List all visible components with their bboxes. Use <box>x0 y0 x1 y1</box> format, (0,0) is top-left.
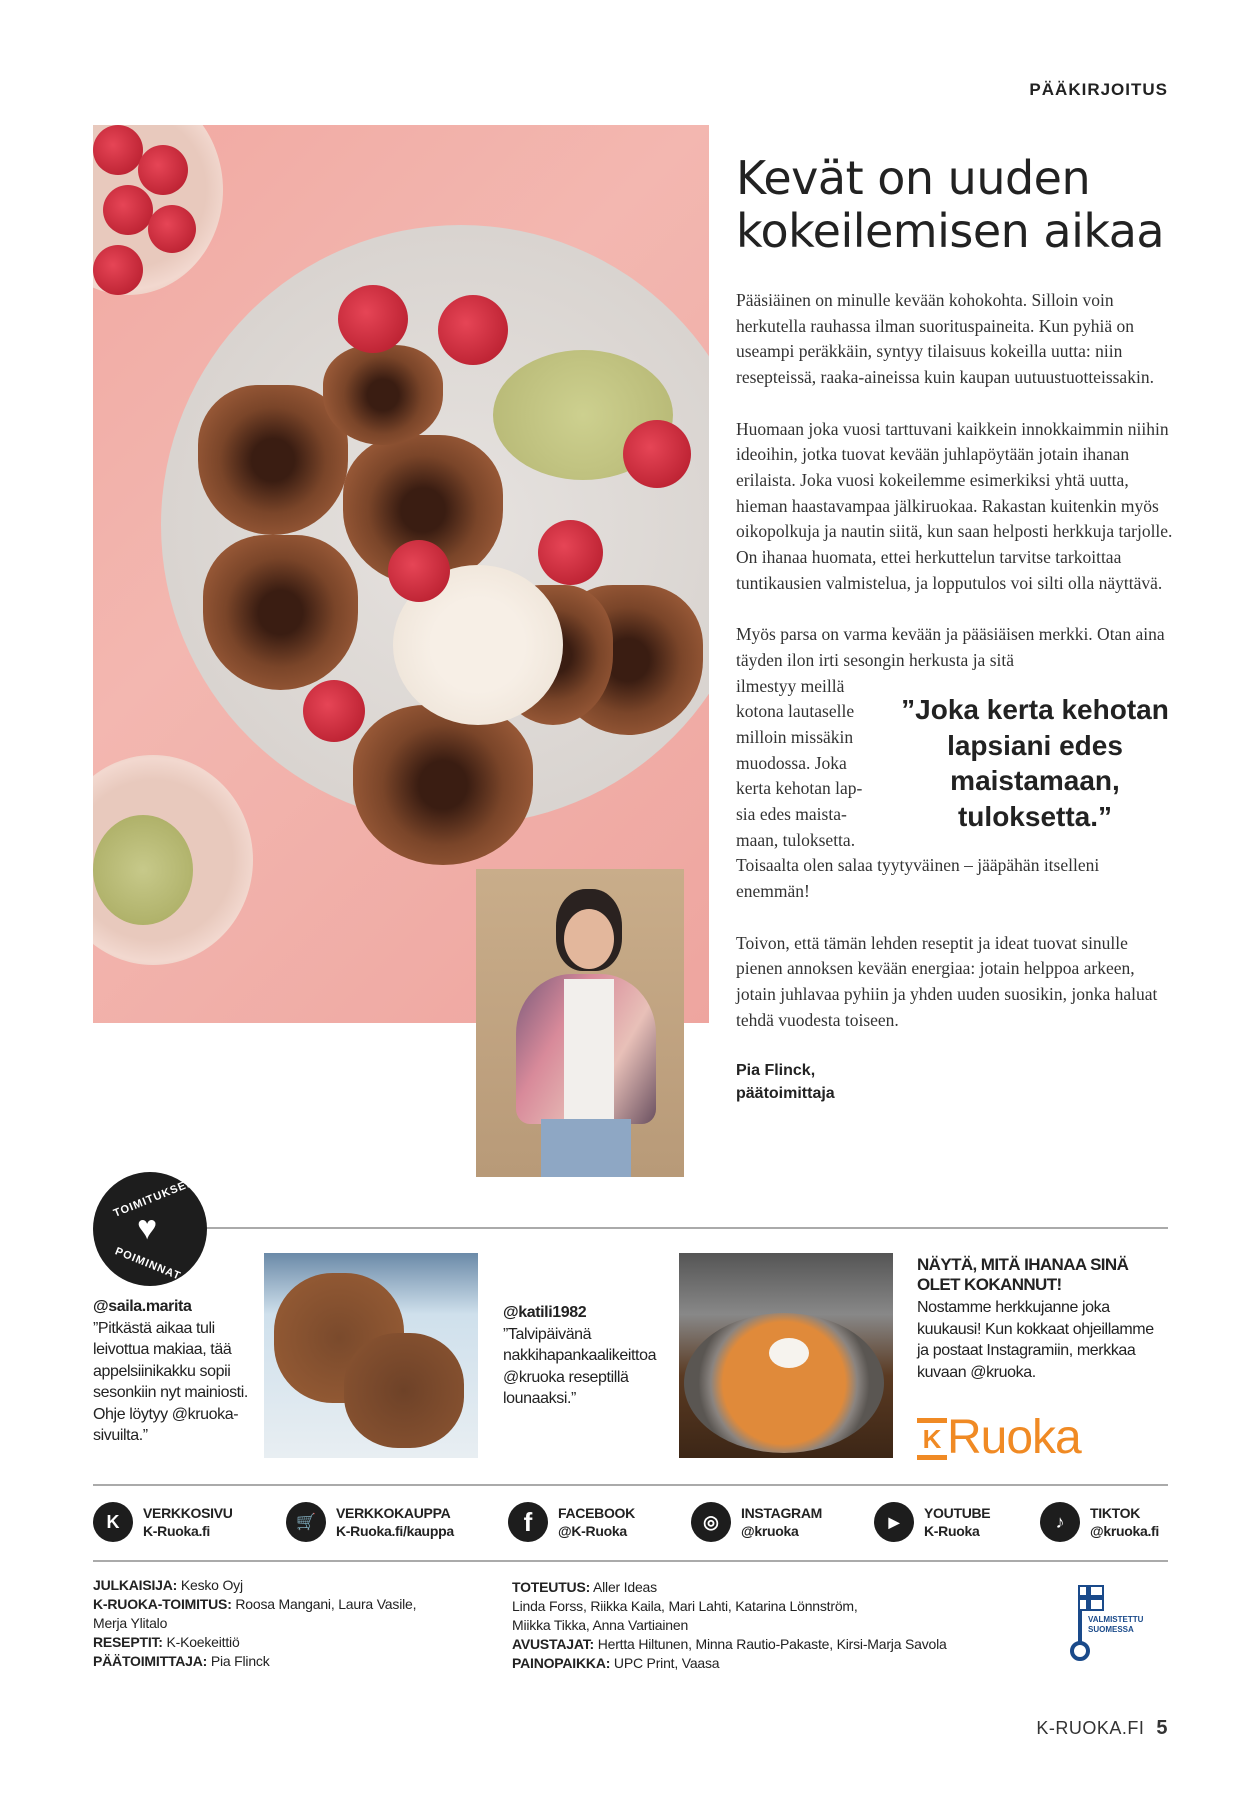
page-footer <box>1036 1717 1168 1740</box>
paragraph: Toisaalta olen salaa tyytyväinen – jääpähän itselleni enemmän! <box>736 855 1100 902</box>
narrow-line: muodossa. Joka <box>736 752 847 773</box>
cta-text: Nostamme herkkujanne joka kuukausi! Kun kokkaat ohjeillamme ja postaat Instagramiin, merkkaa kuvaan @kruoka. <box>917 1299 1154 1381</box>
signature-role: päätoimittaja <box>736 1085 835 1103</box>
youtube-icon: ▶ <box>874 1502 914 1542</box>
instagram-icon: ◎ <box>691 1502 731 1542</box>
social-label: VERKKOKAUPPA <box>336 1505 451 1521</box>
section-label: PÄÄKIRJOITUS <box>1029 80 1168 99</box>
raspberry <box>103 185 153 235</box>
credit-key: K-RUOKA-TOIMITUS: <box>93 1596 232 1612</box>
narrow-line: maan, tuloksetta. <box>736 829 856 850</box>
cta-title: NÄYTÄ, MITÄ IHANAA SINÄ OLET KOKANNUT! <box>917 1255 1129 1294</box>
raspberry <box>148 205 196 253</box>
social-value[interactable]: K-Ruoka <box>924 1523 980 1539</box>
credit-value: Hertta Hiltunen, Minna Rautio-Pakaste, Kirsi-Marja Savola <box>597 1636 947 1652</box>
narrow-line: milloin missäkin <box>736 726 854 747</box>
raspberry <box>303 680 365 742</box>
heart-icon: ♥ <box>137 1209 158 1247</box>
made-in-finland-key-icon <box>1070 1585 1160 1665</box>
made-in-text: VALMISTETTU SUOMESSA <box>1088 1615 1144 1634</box>
pick-item <box>93 1296 261 1447</box>
raspberry <box>338 285 408 353</box>
raspberry <box>538 520 603 585</box>
credit-key: JULKAISIJA: <box>93 1577 178 1593</box>
credit-value: Linda Forss, Riikka Kaila, Mari Lahti, Katarina Lönnström, Miikka Tikka, Anna Vartiainen <box>512 1598 858 1633</box>
title-line: kokeilemisen aikaa <box>736 204 1165 258</box>
cake <box>344 1333 464 1448</box>
key-ring <box>1070 1641 1090 1661</box>
social-label: TIKTOK <box>1090 1505 1141 1521</box>
social-link[interactable] <box>691 1502 822 1542</box>
pick-text: ”Talvipäivänä nakkihapankaalikeittoa @kruoka reseptillä lounaaksi.” <box>503 1325 657 1407</box>
pick-text: ”Pitkästä aikaa tuli leivottua makiaa, tää appelsiinikakku sopii sesonkiin nyt mainiosti. Ohje löytyy @kruoka-sivuilta.” <box>93 1319 248 1444</box>
credit-key: PÄÄTOIMITTAJA: <box>93 1653 208 1669</box>
social-link[interactable] <box>508 1502 635 1542</box>
paragraph: Huomaan joka vuosi tarttuvani kaikkein innokkaimmin niihin ideoihin, jotka tuovat kevään juhlapöytään jotain ihanan erilaista. Joka vuosi kokeilemme esimerkiksi yhtä uutta, hieman haastavampaa jälkiruokaa. Rakastan kuitenkin myös oikopolkuja ja nautin siitä, kun saan helposti herkkuja tarjolle. On ihanaa huomata, ettei herkuttelun tarvitse tarkoittaa tuntikausien valmistelua, ja lopputulos voi silti olla näyttävä. <box>736 418 1173 593</box>
raspberry <box>93 125 143 175</box>
pick-handle[interactable]: @katili1982 <box>503 1304 587 1321</box>
narrow-line: ilmestyy meillä <box>736 675 845 696</box>
social-label: FACEBOOK <box>558 1505 635 1521</box>
article-body <box>736 288 1176 1105</box>
cream-dollop <box>769 1338 809 1368</box>
social-label: INSTAGRAM <box>741 1505 823 1521</box>
social-label: YOUTUBE <box>924 1505 991 1521</box>
facebook-icon: f <box>508 1502 548 1542</box>
narrow-line: kotona lautaselle <box>736 701 855 722</box>
social-value[interactable]: @kruoka.fi <box>1090 1523 1160 1539</box>
social-value[interactable]: K-Ruoka.fi <box>143 1523 211 1539</box>
paragraph: Toivon, että tämän lehden reseptit ja ideat tuovat sinulle pienen annoksen kevään energiaa: jotain helppoa arkeen, jotain juhlavaa pyhiin ja yhden uuden suosikin, jonka haluat tehdä vuodesta toiseen. <box>736 932 1158 1030</box>
credit-value: Aller Ideas <box>592 1579 657 1595</box>
credit-key: RESEPTIT: <box>93 1634 163 1650</box>
article-title <box>736 152 1164 258</box>
social-link[interactable] <box>1040 1502 1159 1542</box>
title-line: Kevät on uuden <box>736 151 1091 205</box>
pull-quote: ”Joka kerta kehotan lapsiani edes maistamaan, tuloksetta.” <box>901 694 1169 832</box>
raspberry <box>438 295 508 365</box>
social-link[interactable] <box>286 1502 454 1542</box>
signature <box>736 1059 1176 1105</box>
page-number: 5 <box>1156 1717 1168 1739</box>
credit-key: TOTEUTUS: <box>512 1579 591 1595</box>
chocolate-ravioli <box>203 535 358 690</box>
raspberry <box>93 245 143 295</box>
k-ruoka-logo <box>917 1411 1167 1464</box>
badge-top-text: TOIMITUKSEN <box>111 1176 197 1220</box>
editors-picks-badge <box>93 1172 207 1286</box>
divider <box>93 1560 1168 1562</box>
narrow-line: sia edes maista- <box>736 804 847 825</box>
tiktok-icon: ♪ <box>1040 1502 1080 1542</box>
flag-cross <box>1078 1595 1104 1600</box>
social-label: VERKKOSIVU <box>143 1505 233 1521</box>
site-url[interactable]: K-RUOKA.FI <box>1036 1718 1145 1738</box>
divider <box>200 1227 1168 1229</box>
soup-bowl <box>684 1313 884 1453</box>
signature-name: Pia Flinck, <box>736 1062 816 1080</box>
pistachios <box>93 815 193 925</box>
key-stem <box>1078 1611 1082 1645</box>
social-link[interactable] <box>874 1502 990 1542</box>
shirt <box>564 979 614 1119</box>
face <box>564 909 614 969</box>
social-link[interactable] <box>93 1502 233 1542</box>
credits-right <box>512 1578 992 1673</box>
social-value[interactable]: @K-Ruoka <box>558 1523 627 1539</box>
cart-icon: 🛒 <box>286 1502 326 1542</box>
quote-row <box>736 674 1176 854</box>
credit-value: K-Koekeittiö <box>166 1634 240 1650</box>
soup-photo <box>679 1253 893 1458</box>
divider <box>93 1484 1168 1486</box>
share-cta <box>917 1255 1167 1464</box>
credits-left <box>93 1576 443 1671</box>
social-value[interactable]: K-Ruoka.fi/kauppa <box>336 1523 454 1539</box>
paragraph: Pääsiäinen on minulle kevään kohokohta. Silloin voin herkutella rauhassa ilman suorituspaineita. Kun pyhiä on useampi peräkkäin, syntyy tilaisuus kokeilla uutta: niin resepteissä, raaka-aineissa kuin kaupan uutuustuotteissakin. <box>736 290 1154 388</box>
raspberry <box>388 540 450 602</box>
chocolate-ravioli <box>323 345 443 445</box>
paragraph: Myös parsa on varma kevään ja pääsiäisen merkki. Otan aina täyden ilon irti sesongin herkusta ja sitä <box>736 624 1165 670</box>
orange-cake-photo <box>264 1253 478 1458</box>
k-logo-mark: K <box>917 1418 947 1460</box>
credit-value: UPC Print, Vaasa <box>613 1655 720 1671</box>
credit-value: Roosa Mangani, Laura Vasile, Merja Ylitalo <box>93 1596 417 1631</box>
k-logo-icon: K <box>93 1502 133 1542</box>
raspberry <box>138 145 188 195</box>
credit-value: Pia Flinck <box>210 1653 270 1669</box>
raspberry <box>623 420 691 488</box>
credit-key: PAINOPAIKKA: <box>512 1655 611 1671</box>
pick-item <box>503 1302 668 1410</box>
badge-bottom-text: POIMINNAT <box>113 1245 183 1283</box>
social-value[interactable]: @kruoka <box>741 1523 799 1539</box>
pick-handle[interactable]: @saila.marita <box>93 1298 192 1315</box>
narrow-line: kerta kehotan lap- <box>736 778 863 799</box>
jeans <box>541 1119 631 1177</box>
editor-portrait <box>476 869 684 1177</box>
logo-wordmark: Ruoka <box>947 1411 1081 1464</box>
credit-key: AVUSTAJAT: <box>512 1636 595 1652</box>
credit-value: Kesko Oyj <box>180 1577 243 1593</box>
narrow-column <box>736 674 886 854</box>
chocolate-ravioli <box>353 705 533 865</box>
